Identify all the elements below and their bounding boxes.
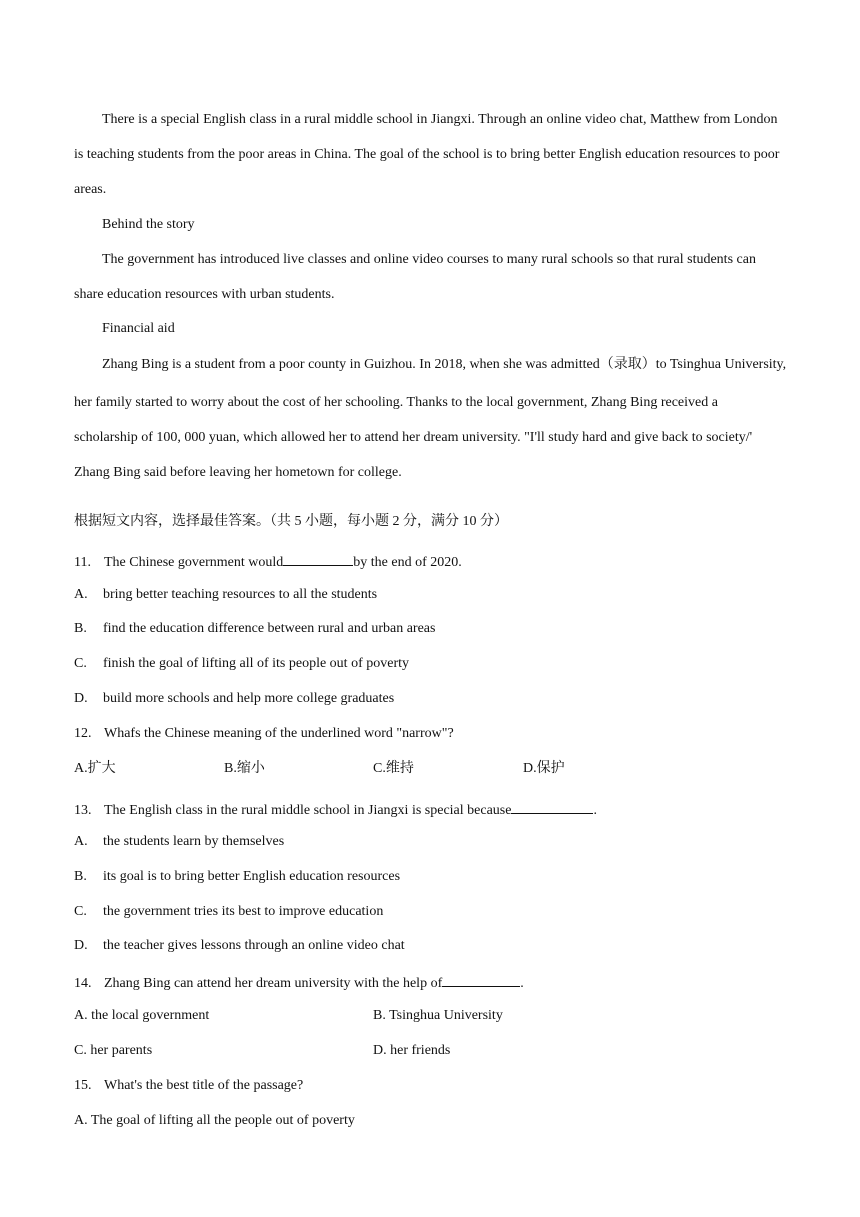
question-number: 14. — [74, 976, 92, 991]
option-b[interactable]: B.缩小 — [224, 761, 265, 776]
section-heading: Financial aid — [102, 321, 175, 336]
question-13 — [74, 799, 597, 820]
option-row — [74, 1042, 774, 1060]
question-number: 12. — [74, 726, 92, 741]
question-12 — [74, 725, 454, 743]
option-b[interactable]: B. find the education difference between rural and urban areas — [74, 621, 436, 636]
section-heading: Behind the story — [102, 217, 195, 232]
question-text: . — [520, 976, 524, 991]
option-c[interactable]: C. her parents — [74, 1043, 153, 1058]
question-number: 11. — [74, 555, 91, 570]
passage-line: areas. — [74, 182, 107, 197]
option-a[interactable]: A.扩大 — [74, 761, 116, 776]
option-d[interactable]: D. her friends — [373, 1043, 451, 1058]
question-text: by the end of 2020. — [353, 555, 462, 570]
option-d[interactable]: D. build more schools and help more college graduates — [74, 691, 395, 706]
passage-line: share education resources with urban students. — [74, 287, 335, 302]
question-number: 13. — [74, 803, 92, 818]
question-text: The Chinese government would — [104, 555, 284, 570]
option-c[interactable]: C. the government tries its best to improve education — [74, 904, 384, 919]
option-a[interactable]: A. The goal of lifting all the people out of poverty — [74, 1113, 355, 1128]
passage-line: scholarship of 100, 000 yuan, which allowed her to attend her dream university. "I'll study hard and give back to society/' — [74, 430, 753, 445]
answer-blank[interactable] — [283, 551, 353, 566]
option-c[interactable]: C.维持 — [373, 761, 414, 776]
instructions: 根据短文内容，选择最佳答案。（共 5 小题，每小题 2 分，满分 10 分） — [74, 514, 508, 529]
option-b[interactable]: B. its goal is to bring better English education resources — [74, 869, 401, 884]
option-b[interactable]: B. Tsinghua University — [373, 1008, 503, 1023]
answer-blank[interactable] — [442, 972, 520, 987]
passage-line: is teaching students from the poor areas in China. The goal of the school is to bring better English education resources to poor — [74, 147, 780, 162]
passage-line: her family started to worry about the cost of her schooling. Thanks to the local government, Zhang Bing received a — [74, 395, 718, 410]
passage-line: There is a special English class in a rural middle school in Jiangxi. Through an online video chat, Matthew from London — [102, 112, 778, 127]
option-a[interactable]: A. bring better teaching resources to all the students — [74, 587, 378, 602]
question-15 — [74, 1077, 303, 1095]
passage-line: Zhang Bing is a student from a poor county in Guizhou. In 2018, when she was admitted（录取）to Tsinghua University, — [102, 357, 787, 372]
question-text: Zhang Bing can attend her dream university with the help of — [104, 976, 443, 991]
question-11 — [74, 551, 462, 572]
option-d[interactable]: D. the teacher gives lessons through an online video chat — [74, 938, 405, 953]
option-a[interactable]: A. the local government — [74, 1008, 210, 1023]
question-text: What's the best title of the passage? — [104, 1078, 304, 1093]
question-text: The English class in the rural middle school in Jiangxi is special because — [104, 803, 512, 818]
option-a[interactable]: A. the students learn by themselves — [74, 834, 285, 849]
option-row — [74, 760, 774, 778]
option-c[interactable]: C. finish the goal of lifting all of its people out of poverty — [74, 656, 409, 671]
option-d[interactable]: D.保护 — [523, 761, 565, 776]
question-14 — [74, 972, 524, 993]
question-text: . — [593, 803, 597, 818]
question-text: Whafs the Chinese meaning of the underlined word "narrow"? — [104, 726, 454, 741]
question-number: 15. — [74, 1078, 92, 1093]
answer-blank[interactable] — [511, 799, 593, 814]
passage-line: The government has introduced live classes and online video courses to many rural schools so that rural students can — [102, 252, 756, 267]
passage-line: Zhang Bing said before leaving her hometown for college. — [74, 465, 402, 480]
option-row — [74, 1007, 774, 1025]
